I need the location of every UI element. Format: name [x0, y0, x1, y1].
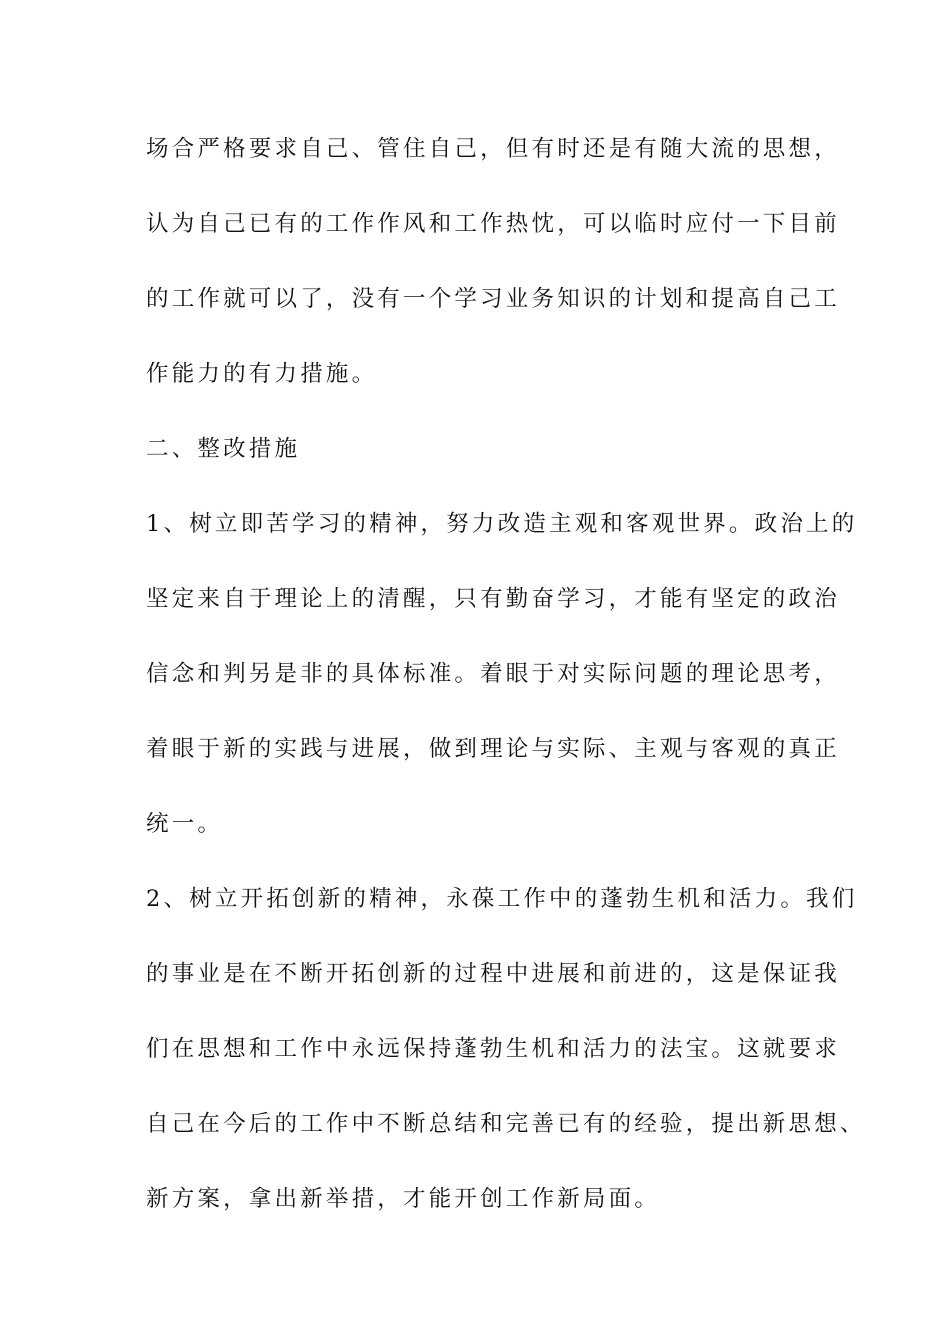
- section-heading: 二、整改措施: [146, 436, 301, 462]
- text-line: 统一。: [146, 811, 224, 837]
- text-line: 的工作就可以了，没有一个学习业务知识的计划和提高自己工: [146, 286, 840, 312]
- text-line: 坚定来自于理论上的清醒，只有勤奋学习，才能有坚定的政治: [146, 586, 840, 612]
- text-line: 们在思想和工作中永远保持蓬勃生机和活力的法宝。这就要求: [146, 1036, 840, 1062]
- text-line: 认为自己已有的工作作风和工作热忱，可以临时应付一下目前: [146, 211, 840, 237]
- text-line: 2、树立开拓创新的精神，永葆工作中的蓬勃生机和活力。我们: [146, 886, 858, 912]
- text-line: 信念和判另是非的具体标准。着眼于对实际问题的理论思考，: [146, 661, 840, 687]
- text-line: 着眼于新的实践与进展，做到理论与实际、主观与客观的真正: [146, 736, 840, 762]
- text-line: 的事业是在不断开拓创新的过程中进展和前进的，这是保证我: [146, 961, 840, 987]
- text-line: 新方案，拿出新举措，才能开创工作新局面。: [146, 1186, 661, 1212]
- text-line: 作能力的有力措施。: [146, 361, 378, 387]
- text-line: 场合严格要求自己、管住自己，但有时还是有随大流的思想，: [146, 136, 840, 162]
- text-line: 自己在今后的工作中不断总结和完善已有的经验，提出新思想、: [146, 1111, 866, 1137]
- text-line: 1、树立即苦学习的精神，努力改造主观和客观世界。政治上的: [146, 511, 858, 537]
